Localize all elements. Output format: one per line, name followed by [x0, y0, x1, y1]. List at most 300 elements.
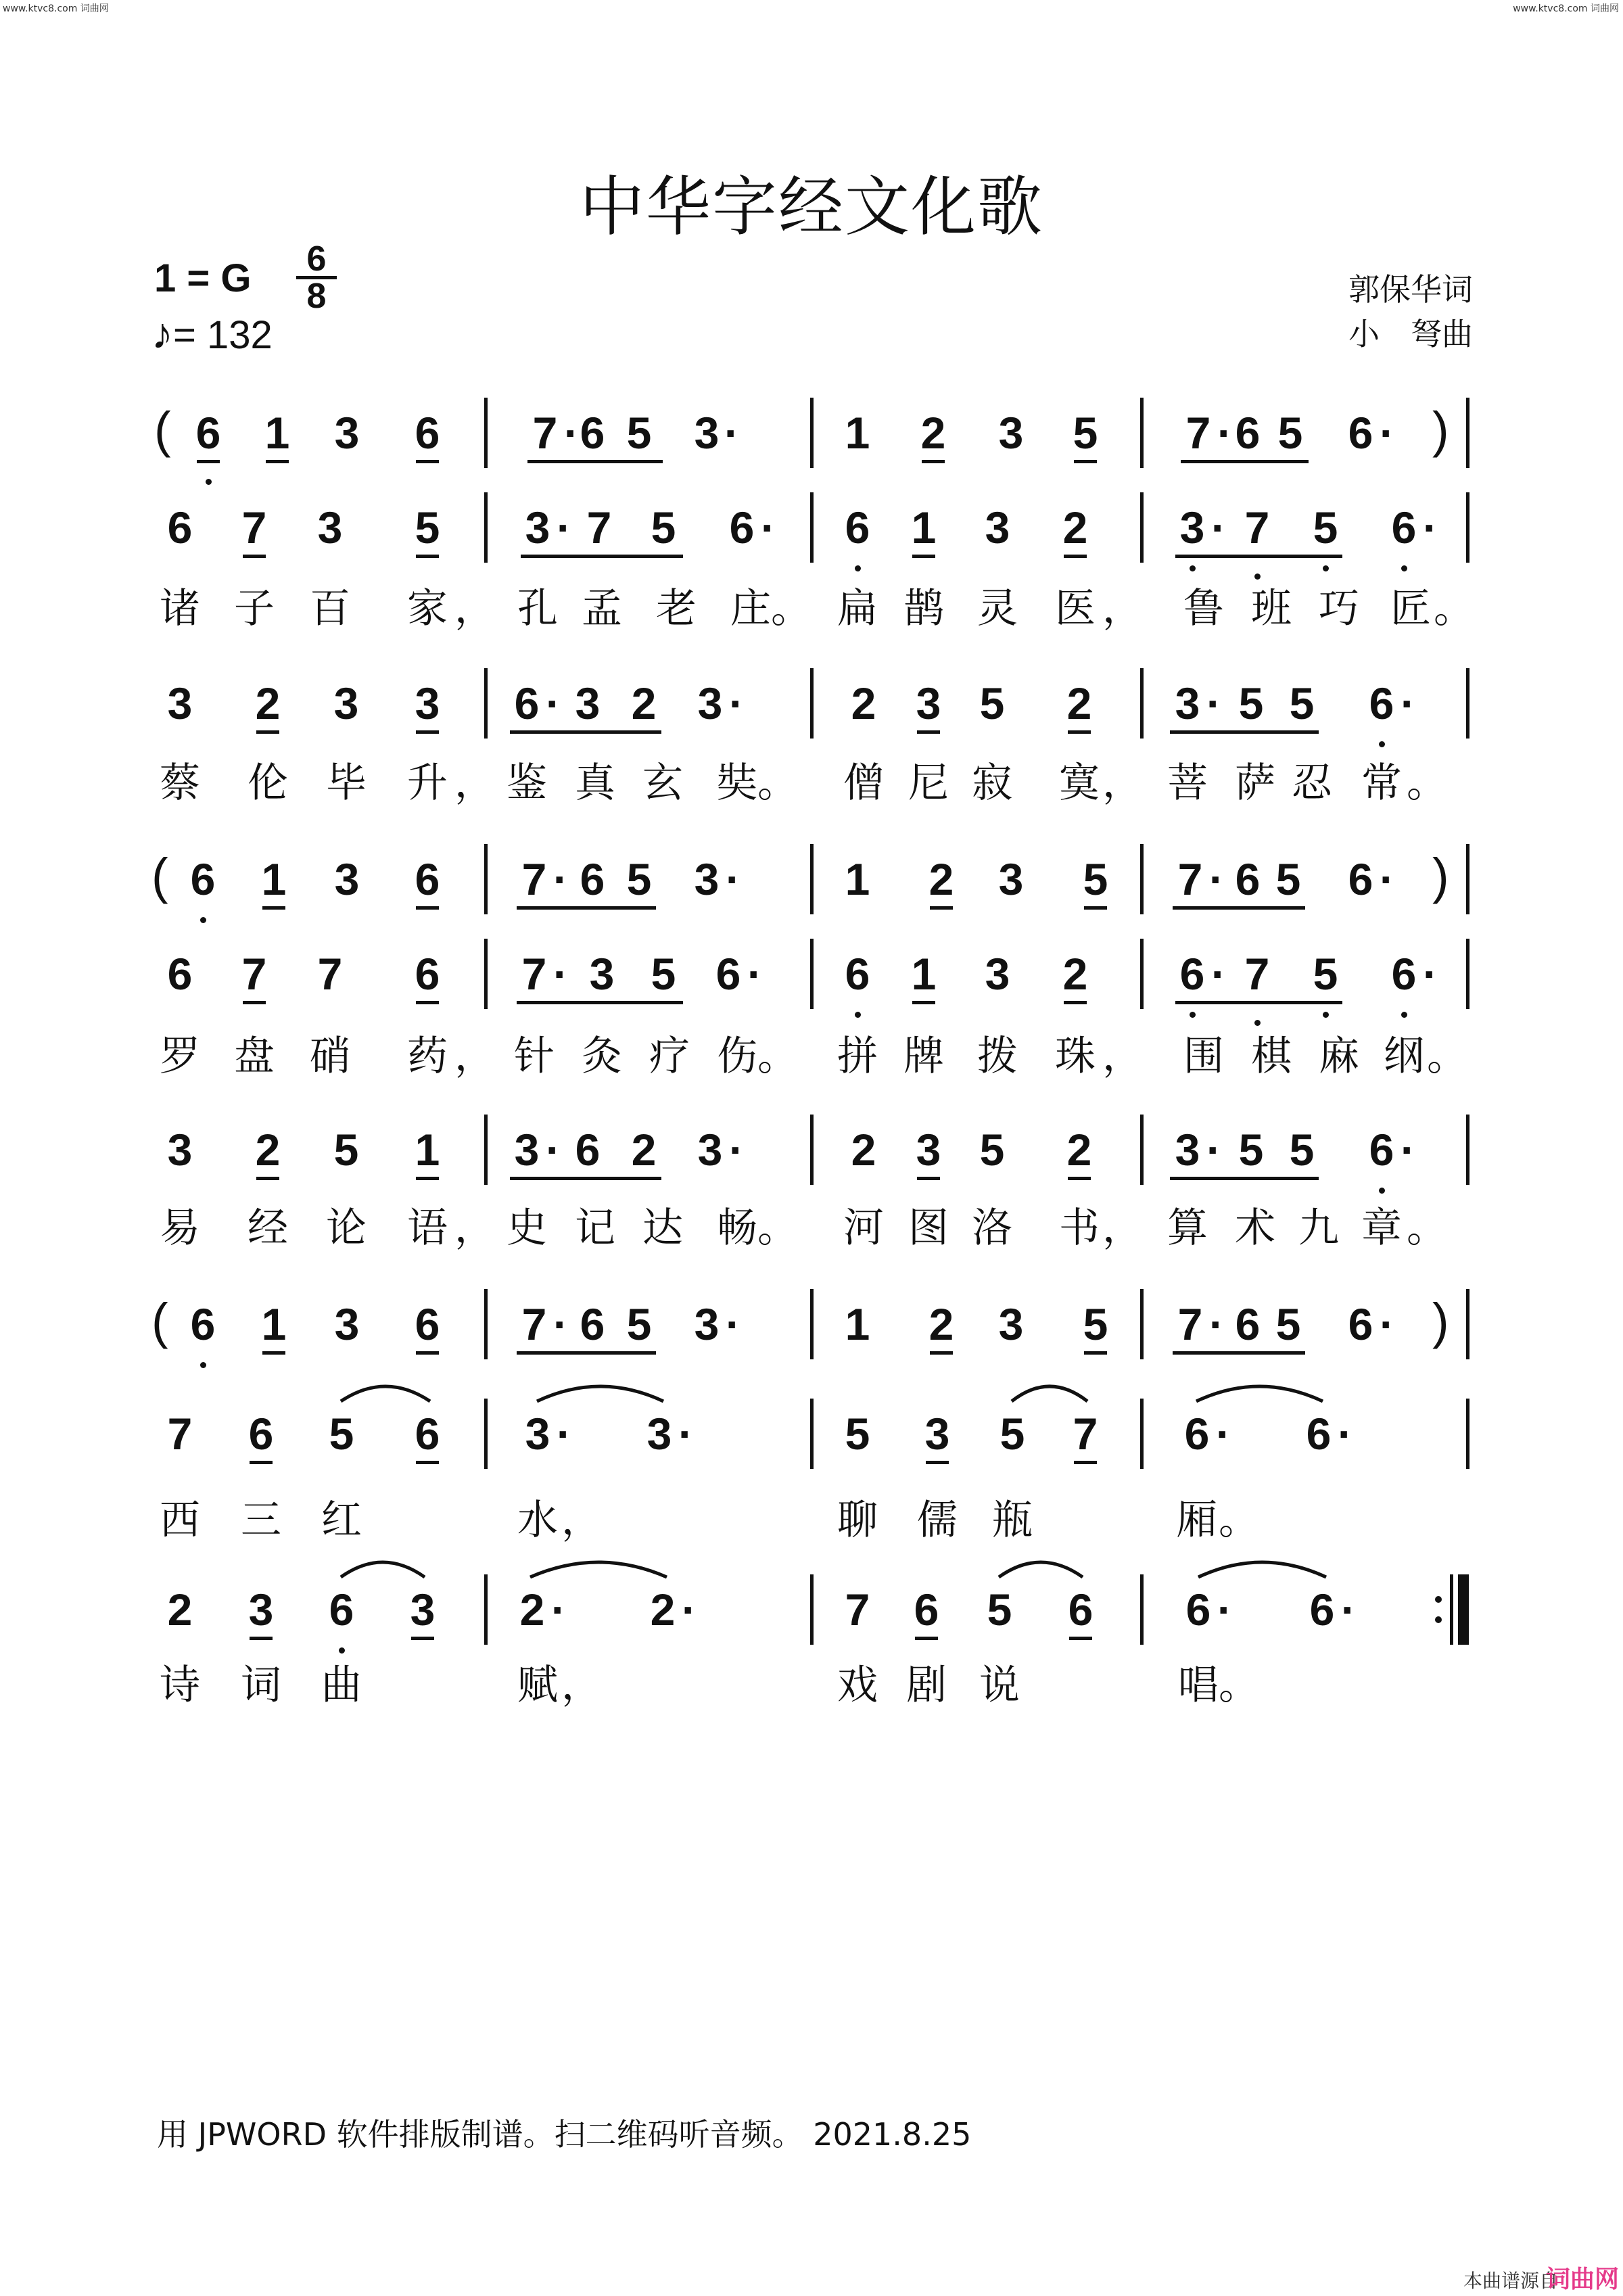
note-digit: 6 — [397, 1297, 458, 1351]
note-digit: 6 — [562, 852, 623, 906]
lyric-char: 真 — [575, 759, 615, 807]
augmentation-dot: · — [564, 408, 579, 458]
underline-mark — [1064, 1001, 1087, 1004]
note-digit: 2 — [519, 1585, 545, 1635]
end-bar-line — [1466, 668, 1469, 739]
augmentation-dot: · — [1341, 1585, 1356, 1635]
augmentation-dot: · — [1209, 854, 1224, 904]
bar-line — [810, 1399, 814, 1469]
lyric-char: 算 — [1167, 1204, 1208, 1252]
key-signature: 1 = G — [154, 256, 252, 300]
lyrics-row — [0, 1029, 1623, 1090]
note-digit: 6 — [167, 502, 193, 553]
note-digit: 6 — [1309, 1585, 1335, 1635]
bar-line — [810, 1115, 814, 1185]
underline-mark — [266, 460, 289, 463]
augmentation-dot: · — [682, 1585, 697, 1635]
repeat-dot — [1435, 1616, 1442, 1623]
notation-row — [0, 1123, 1623, 1204]
augmentation-dot: · — [1338, 1409, 1352, 1459]
note-digit: 5 — [845, 1409, 870, 1459]
augmentation-dot: · — [557, 1409, 571, 1459]
lyric-char: 忍 — [1292, 759, 1332, 807]
note-digit: 7 — [317, 949, 343, 999]
augmentation-dot: · — [1380, 1299, 1394, 1349]
repeat-dot — [1435, 1596, 1442, 1603]
note-digit: 1 — [845, 1299, 870, 1349]
lyric-char: 伤 — [717, 1033, 757, 1080]
note-digit: 5 — [1277, 408, 1303, 458]
note-digit: 3 — [646, 1409, 672, 1459]
augmentation-dot: · — [1206, 678, 1221, 728]
augmentation-dot: · — [761, 502, 776, 553]
note-digit: 6 — [562, 1297, 623, 1351]
slur-arc — [527, 1553, 669, 1580]
notation-row — [0, 1407, 1623, 1488]
lyric-char: 医 — [1055, 585, 1096, 632]
end-bar-line — [1466, 1289, 1469, 1359]
note-digit: 7 — [1227, 500, 1288, 555]
underline-mark — [1084, 906, 1107, 910]
end-bar-line — [1466, 939, 1469, 1009]
notation-row — [0, 500, 1623, 582]
lyric-char: 孔 — [517, 585, 558, 632]
bar-line — [810, 668, 814, 739]
slur-arc — [338, 1553, 427, 1580]
underline-mark — [1068, 730, 1091, 734]
note-digit: 3 — [167, 678, 193, 728]
note-digit: 2 — [650, 1585, 676, 1635]
slur-path — [530, 1562, 667, 1577]
underline-mark — [416, 1351, 439, 1355]
note-digit: 7 — [521, 1299, 547, 1349]
note-digit: 5 — [626, 854, 652, 904]
note-digit: 1 — [893, 500, 954, 555]
lyric-char: 奘 — [717, 759, 757, 807]
note-digit: 7 — [224, 947, 285, 1001]
underline-mark — [250, 1637, 273, 1640]
note-digit: 2 — [1049, 676, 1110, 730]
note-digit: 2 — [631, 678, 657, 728]
note-digit: 6 — [231, 1407, 291, 1461]
note-digit: 1 — [243, 852, 304, 906]
note-digit: 6 — [514, 678, 540, 728]
note-digit: 6 — [397, 947, 458, 1001]
lyric-char: 戏 — [837, 1662, 878, 1709]
note-digit: 6 — [1348, 854, 1373, 904]
lyrics-row — [0, 1493, 1623, 1554]
lyric-char: 术 — [1235, 1204, 1275, 1252]
note-digit: 3 — [1175, 1125, 1200, 1175]
lyric-char: 尼 — [908, 759, 949, 807]
beam-line — [1170, 1177, 1319, 1180]
underline-mark — [416, 730, 439, 734]
lyric-char: 论 — [326, 1204, 367, 1252]
beam-line — [1175, 1001, 1342, 1004]
underline-mark — [243, 555, 266, 558]
note-digit: 3 — [898, 676, 959, 730]
lyric-char: ， — [454, 1033, 495, 1080]
note-digit: 6 — [729, 502, 755, 553]
note-digit: 3 — [998, 1299, 1024, 1349]
lyric-char: 子 — [234, 585, 275, 632]
note-digit: 6 — [715, 949, 741, 999]
note-digit: 5 — [651, 502, 676, 553]
note-digit: 6 — [167, 949, 193, 999]
beam-line — [1181, 460, 1309, 463]
source-watermark: 本曲谱源自 — [1463, 2270, 1558, 2292]
underline-mark — [922, 460, 945, 463]
repeat-thick-bar — [1458, 1574, 1469, 1645]
augmentation-dot: · — [1401, 1125, 1415, 1175]
note-digit: 1 — [893, 947, 954, 1001]
lyric-char: ， — [1102, 585, 1143, 632]
lyric-char: 围 — [1183, 1033, 1224, 1080]
lyric-char: 。 — [771, 585, 812, 632]
note-digit: 6 — [397, 852, 458, 906]
lyric-char: 儒 — [917, 1497, 958, 1544]
note-digit: 6 — [1306, 1409, 1332, 1459]
lyric-char: 经 — [248, 1204, 288, 1252]
lyric-char: ， — [454, 759, 495, 807]
lyric-char: 史 — [507, 1204, 547, 1252]
lyric-char: 记 — [575, 1204, 615, 1252]
lyric-char: 菩 — [1167, 759, 1208, 807]
lyric-char: 拼 — [837, 1033, 878, 1080]
note-digit: 3 — [397, 676, 458, 730]
low-octave-dot — [1323, 565, 1329, 571]
note-digit: 6 — [1351, 1123, 1412, 1177]
note-digit: 5 — [999, 1409, 1025, 1459]
augmentation-dot: · — [1217, 408, 1232, 458]
notation-row — [0, 947, 1623, 1028]
lyric-char: 庄 — [730, 585, 771, 632]
underline-mark — [1074, 460, 1097, 463]
augmentation-dot: · — [729, 1125, 744, 1175]
time-signature-top: 6 — [306, 239, 327, 279]
note-digit: 5 — [979, 678, 1005, 728]
underline-mark — [1084, 1351, 1107, 1355]
note-digit: 2 — [911, 1297, 972, 1351]
underline-mark — [416, 460, 439, 463]
augmentation-dot: · — [546, 1125, 561, 1175]
lyric-char: ， — [454, 585, 495, 632]
note-digit: 6 — [1184, 1409, 1210, 1459]
lyric-char: 巧 — [1319, 585, 1359, 632]
underline-mark — [250, 1461, 273, 1464]
lyric-char: 家 — [407, 585, 448, 632]
beam-line — [517, 1001, 683, 1004]
notation-row — [0, 848, 1623, 933]
bar-line — [1140, 668, 1144, 739]
low-octave-dot — [1401, 565, 1407, 571]
slur-arc — [534, 1377, 666, 1404]
note-digit: 5 — [1275, 1299, 1301, 1349]
lyric-char: 三 — [241, 1497, 281, 1544]
note-digit: 3 — [525, 502, 550, 553]
lyric-char: 罗 — [160, 1033, 200, 1080]
bar-line — [1140, 1115, 1144, 1185]
augmentation-dot: · — [546, 678, 561, 728]
augmentation-dot: · — [1209, 1299, 1224, 1349]
low-octave-dot — [1190, 1012, 1196, 1018]
note-digit: 1 — [243, 1297, 304, 1351]
lyric-char: 灵 — [977, 585, 1018, 632]
repeat-thin-bar — [1450, 1574, 1453, 1645]
brand-watermark: 词曲网 — [1545, 2266, 1619, 2293]
note-digit: 5 — [987, 1585, 1012, 1635]
augmentation-dot: · — [1423, 949, 1438, 999]
intro-close-paren: ) — [1432, 1293, 1449, 1349]
note-digit: 5 — [1289, 1125, 1315, 1175]
lyric-char: 升 — [407, 759, 448, 807]
lyric-char: 棋 — [1251, 1033, 1292, 1080]
lyric-char: ， — [1102, 1033, 1143, 1080]
note-digit: 6 — [172, 852, 233, 906]
note-digit: 7 — [845, 1585, 870, 1635]
note-digit: 3 — [985, 502, 1010, 553]
underline-mark — [915, 1637, 938, 1640]
slur-arc — [1009, 1377, 1090, 1404]
augmentation-dot: · — [1206, 1125, 1221, 1175]
song-title: 中华字经文化歌 — [580, 169, 1043, 245]
note-digit: 6 — [1217, 852, 1278, 906]
lyric-char: 章 — [1361, 1204, 1402, 1252]
lyric-char: 。 — [1434, 585, 1474, 632]
note-digit: 5 — [979, 1125, 1005, 1175]
note-digit: 3 — [998, 854, 1024, 904]
lyric-char: 。 — [757, 1204, 798, 1252]
eighth-note-icon: ♪ — [151, 309, 173, 358]
note-digit: 2 — [237, 676, 298, 730]
low-octave-dot — [1401, 1012, 1407, 1018]
note-digit: 3 — [697, 1125, 723, 1175]
end-bar-line — [1466, 492, 1469, 563]
note-digit: 6 — [1162, 947, 1223, 1001]
lyric-char: 百 — [310, 585, 350, 632]
beam-line — [527, 460, 663, 463]
lyric-char: ， — [454, 1204, 495, 1252]
note-digit: 3 — [571, 947, 632, 1001]
bar-line — [810, 844, 814, 914]
bar-line — [810, 492, 814, 563]
augmentation-dot: · — [1423, 502, 1438, 553]
note-digit: 6 — [311, 1583, 372, 1637]
lyric-char: 赋 — [517, 1662, 558, 1709]
note-digit: 3 — [694, 854, 720, 904]
note-digit: 5 — [397, 500, 458, 555]
note-digit: 5 — [651, 949, 676, 999]
note-digit: 3 — [694, 408, 720, 458]
low-octave-dot — [1379, 1188, 1385, 1194]
notation-row — [0, 1583, 1623, 1664]
note-digit: 5 — [333, 1125, 359, 1175]
intro-close-paren: ) — [1432, 402, 1449, 458]
augmentation-dot: · — [553, 1299, 568, 1349]
slur-path — [341, 1562, 425, 1577]
lyric-char: 达 — [642, 1204, 683, 1252]
note-digit: 7 — [569, 500, 630, 555]
underline-mark — [930, 1351, 953, 1355]
bar-line — [1140, 492, 1144, 563]
low-octave-dot — [200, 1362, 206, 1368]
bar-line — [484, 1574, 488, 1645]
underline-mark — [256, 730, 279, 734]
note-digit: 3 — [525, 1409, 550, 1459]
lyric-char: 珠 — [1055, 1033, 1096, 1080]
lyric-char: 。 — [1407, 1204, 1447, 1252]
slur-path — [341, 1386, 430, 1401]
bar-line — [810, 939, 814, 1009]
note-digit: 7 — [224, 500, 285, 555]
underline-mark — [416, 1001, 439, 1004]
intro-open-paren: ( — [154, 402, 171, 458]
lyricist-credit: 郭保华词 — [1348, 271, 1473, 308]
note-digit: 3 — [998, 408, 1024, 458]
note-digit: 5 — [1055, 406, 1116, 460]
note-digit: 5 — [1289, 678, 1315, 728]
low-octave-dot — [1190, 565, 1196, 571]
lyric-char: 河 — [843, 1204, 884, 1252]
note-digit: 3 — [907, 1407, 968, 1461]
bar-line — [484, 1115, 488, 1185]
lyric-char: 鉴 — [507, 759, 547, 807]
slur-arc — [1196, 1553, 1329, 1580]
underline-mark — [1068, 1177, 1091, 1180]
beam-line — [1173, 906, 1305, 910]
lyric-char: 词 — [241, 1662, 281, 1709]
end-bar-line — [1466, 844, 1469, 914]
note-digit: 6 — [397, 1407, 458, 1461]
underline-mark — [416, 1461, 439, 1464]
note-digit: 6 — [1373, 947, 1434, 1001]
lyric-char: 剧 — [906, 1662, 947, 1709]
augmentation-dot: · — [729, 678, 744, 728]
lyric-char: 唱 — [1178, 1662, 1219, 1709]
beam-line — [517, 1351, 656, 1355]
lyric-char: 水 — [517, 1497, 558, 1544]
note-digit: 2 — [1049, 1123, 1110, 1177]
lyric-char: 针 — [514, 1033, 555, 1080]
note-digit: 6 — [1351, 676, 1412, 730]
low-octave-dot — [1323, 1012, 1329, 1018]
underline-mark — [917, 730, 940, 734]
lyric-char: 麻 — [1319, 1033, 1359, 1080]
augmentation-dot: · — [553, 854, 568, 904]
bar-line — [484, 844, 488, 914]
lyric-char: 老 — [656, 585, 697, 632]
note-digit: 6 — [827, 947, 888, 1001]
lyric-char: 鲁 — [1183, 585, 1224, 632]
lyric-char: 玄 — [642, 759, 683, 807]
bar-line — [484, 1399, 488, 1469]
slur-path — [537, 1386, 663, 1401]
lyrics-row — [0, 756, 1623, 817]
augmentation-dot: · — [553, 949, 568, 999]
lyric-char: 鹊 — [903, 585, 944, 632]
underline-mark — [416, 1177, 439, 1180]
note-digit: 6 — [827, 500, 888, 555]
note-digit: 5 — [1221, 1123, 1281, 1177]
bar-line — [1140, 398, 1144, 468]
underline-mark — [197, 460, 220, 463]
intro-close-paren: ) — [1432, 848, 1449, 904]
note-digit: 3 — [694, 1299, 720, 1349]
note-digit: 7 — [521, 949, 547, 999]
note-digit: 3 — [334, 1299, 360, 1349]
note-digit: 7 — [1177, 1299, 1203, 1349]
augmentation-dot: · — [557, 502, 571, 553]
augmentation-dot: · — [747, 949, 762, 999]
note-digit: 3 — [334, 854, 360, 904]
note-digit: 6 — [557, 1123, 618, 1177]
augmentation-dot: · — [551, 1585, 566, 1635]
low-octave-dot — [1254, 1020, 1261, 1026]
beam-line — [1175, 555, 1342, 558]
augmentation-dot: · — [1380, 408, 1394, 458]
beam-line — [1173, 1351, 1305, 1355]
note-digit: 3 — [557, 676, 618, 730]
lyric-char: ， — [1102, 759, 1143, 807]
low-octave-dot — [1254, 573, 1261, 580]
slur-path — [1198, 1562, 1326, 1577]
lyrics-row — [0, 582, 1623, 642]
augmentation-dot: · — [1217, 1585, 1232, 1635]
note-digit: 1 — [845, 408, 870, 458]
underline-mark — [930, 906, 953, 910]
note-digit: 3 — [985, 949, 1010, 999]
end-bar-line — [1466, 1399, 1469, 1469]
augmentation-dot: · — [1216, 1409, 1231, 1459]
augmentation-dot: · — [1211, 502, 1226, 553]
note-digit: 7 — [167, 1409, 193, 1459]
note-digit: 6 — [896, 1583, 957, 1637]
note-digit: 1 — [247, 406, 308, 460]
lyric-char: 拨 — [977, 1033, 1018, 1080]
bar-line — [810, 398, 814, 468]
note-digit: 6 — [1373, 500, 1434, 555]
note-digit: 6 — [178, 406, 239, 460]
lyric-char: ， — [561, 1497, 602, 1544]
lyric-char: 疗 — [649, 1033, 690, 1080]
bar-line — [484, 398, 488, 468]
lyric-char: 。 — [757, 759, 798, 807]
note-digit: 2 — [237, 1123, 298, 1177]
note-digit: 3 — [231, 1583, 291, 1637]
note-digit: 2 — [903, 406, 964, 460]
lyric-char: 诸 — [160, 585, 200, 632]
slur-arc — [338, 1377, 433, 1404]
note-digit: 7 — [1055, 1407, 1116, 1461]
note-digit: 7 — [521, 854, 547, 904]
underline-mark — [912, 1001, 935, 1004]
note-digit: 6 — [1217, 406, 1278, 460]
note-digit: 6 — [1348, 1299, 1373, 1349]
bar-line — [810, 1289, 814, 1359]
note-digit: 5 — [1275, 854, 1301, 904]
lyric-char: 语 — [407, 1204, 448, 1252]
lyric-char: ， — [1102, 1204, 1143, 1252]
beam-line — [517, 906, 656, 910]
augmentation-dot: · — [1401, 678, 1415, 728]
lyrics-row — [0, 1658, 1623, 1719]
note-digit: 6 — [397, 406, 458, 460]
beam-line — [521, 555, 683, 558]
note-digit: 6 — [562, 406, 623, 460]
note-digit: 2 — [1045, 500, 1106, 555]
note-digit: 2 — [631, 1125, 657, 1175]
footer-note: 用 JPWORD 软件排版制谱。扫二维码听音频。 2021.8.25 — [157, 2116, 972, 2153]
